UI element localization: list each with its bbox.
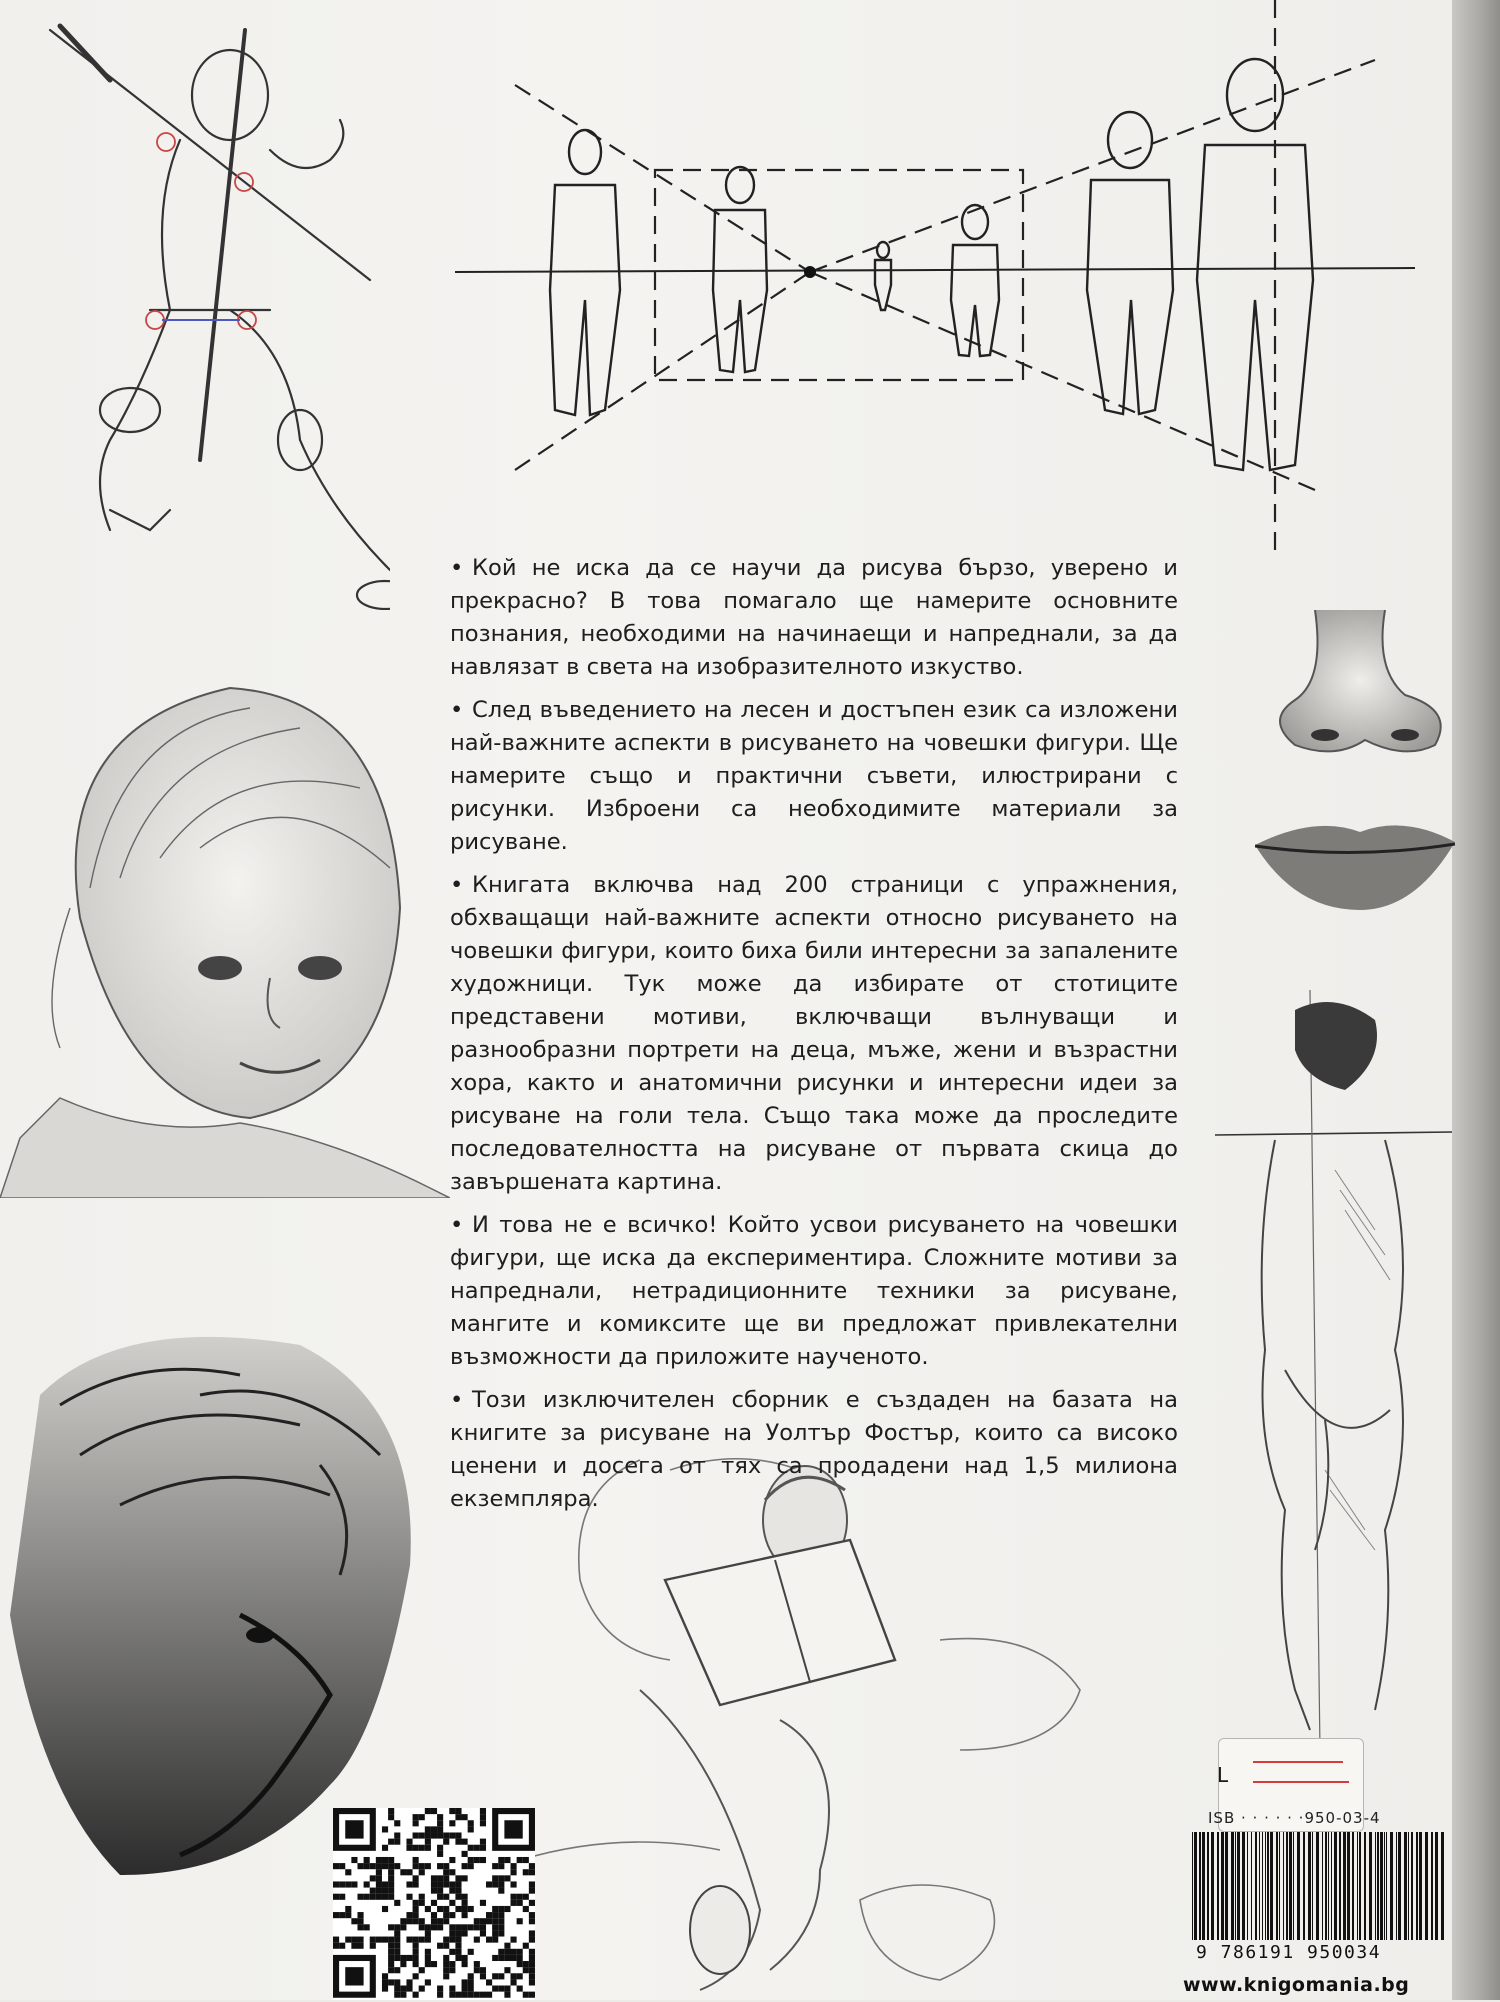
description-paragraph-5: • Този изключителен сборник е създаден на базата на книгите за рисуване на Уолтър Фостър, които са високо ценени и досега от тях са продадени над 1,5 милиона екземпляра. [450,1387,1178,1512]
perspective-figures-drawing [455,0,1415,560]
barcode [1188,1832,1450,1940]
sticker-red-line-bottom [1253,1781,1349,1783]
description-paragraph-3: • Книгата включва над 200 страници с упражнения, обхващащи най-важните аспекти относно рисуването на човешки фигури, които биха били интересни за запалените художници. Тук може да избирате от стотиците представени мотиви, включващи вълнуващи и разнообразни портрети на деца, мъже, жени и възрастни хора, както и анатомични рисунки и интересни идеи за рисуване на голи тела. Също така може да проследите последователността на рисуване от първата скица до завършената картина. [450,872,1178,1195]
description-paragraph-2: • След въведението на лесен и достъпен език са изложени най-важните аспекти в рисуването на човешки фигури. Ще намерите също и практични съвети, илюстрирани с рисунки. Изброени са необходимите материали за рисуване. [450,697,1178,855]
qr-code [333,1808,535,2000]
swordsman-sketch [30,10,390,610]
isbn-label: ISB · · · · · ·950-03-4 [1208,1809,1381,1827]
description-paragraph-4: • И това не е всичко! Който усвои рисуването на човешки фигури, ще иска да експериментира. Сложните мотиви за напреднали, нетрадиционните техники за рисуване, мангите и комиксите ще ви предложат привлекателни възможности да приложите наученото. [450,1212,1178,1370]
publisher-website: www.knigomania.bg [1183,1974,1410,1996]
book-description [450,552,1178,1526]
barcode-bars [1188,1832,1450,1940]
sticker-letter: L [1217,1763,1229,1787]
nose-and-lips-study [1255,610,1455,970]
barcode-digits: 9 786191 950034 [1196,1942,1382,1963]
book-spine [1452,0,1500,2000]
qr-code-pattern [333,1808,535,1998]
description-paragraph-1: • Кой не иска да се научи да рисува бързо, уверено и прекрасно? В това помагало ще намерите основните познания, необходими на начинаещи и напреднали, за да навлязат в света на изобразителното изкуство. [450,555,1178,680]
sticker-red-line-top [1253,1761,1343,1763]
child-portrait-drawing [0,668,450,1198]
standing-figure-sketch [1215,990,1452,1750]
